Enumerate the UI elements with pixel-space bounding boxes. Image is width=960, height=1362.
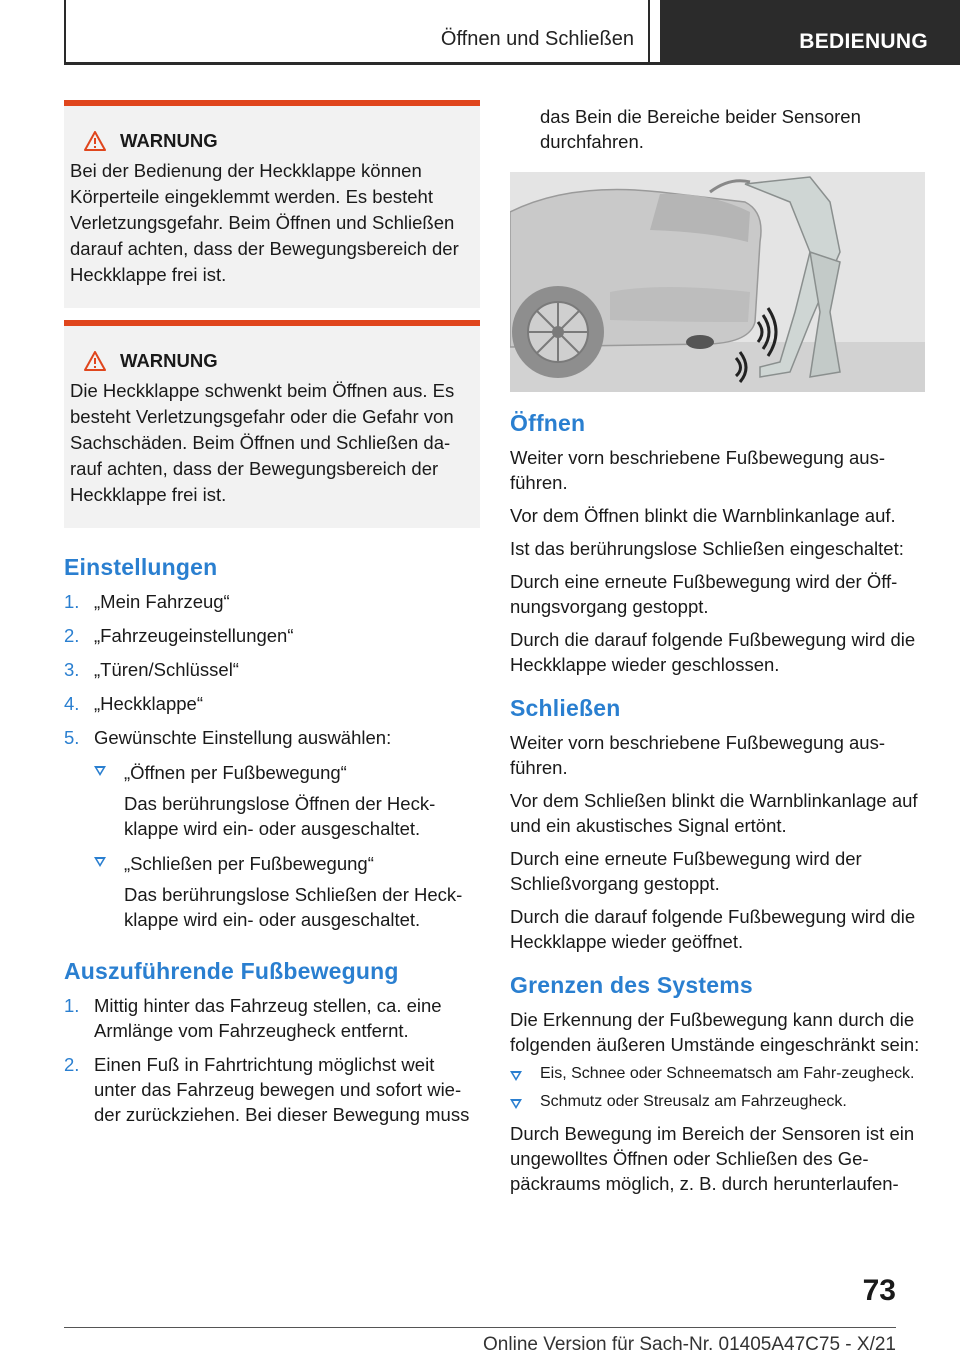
list-item bbox=[64, 657, 480, 682]
warning-box bbox=[64, 320, 480, 528]
step-text: „Fahrzeugeinstellungen“ bbox=[94, 625, 294, 646]
list-item bbox=[94, 760, 480, 841]
right-column bbox=[510, 100, 925, 1204]
paragraph: Durch Bewegung im Bereich der Sensoren ist ein ungewolltes Öffnen oder Schließen des Ge-päckraums möglich, z. B. durch herunterlaufen- bbox=[510, 1123, 915, 1194]
option-description: Das berührungslose Öffnen der Heck-klappe wird ein- oder ausgeschaltet. bbox=[124, 793, 436, 839]
paragraph: Durch die darauf folgende Fußbewegung wird die Heckklappe wieder geöffnet. bbox=[510, 906, 916, 952]
paragraph: Vor dem Schließen blinkt die Warnblinkanlage auf und ein akustisches Signal ertönt. bbox=[510, 790, 918, 836]
list-item bbox=[64, 993, 480, 1043]
list-item bbox=[94, 851, 480, 932]
limitations-list bbox=[510, 1065, 925, 1111]
paragraph: Die Erkennung der Fußbewegung kann durch die folgenden äußeren Umstände eingeschränkt sein: bbox=[510, 1009, 920, 1055]
step-number: 2. bbox=[64, 625, 80, 646]
settings-steps bbox=[64, 589, 480, 932]
warning-heading bbox=[70, 348, 472, 374]
list-item bbox=[64, 725, 480, 932]
step-number: 4. bbox=[64, 693, 80, 714]
left-column bbox=[64, 100, 480, 1136]
list-item bbox=[64, 589, 480, 614]
warning-text: Bei der Bedienung der Heckklappe können Körperteile eingeklemmt werden. Es besteht Verletzungsgefahr. Beim Öffnen und Schließen darauf achten, dass der Bewegungsbereich der Heckklappe frei ist. bbox=[70, 160, 459, 285]
item-text: Eis, Schnee oder Schneematsch am Fahr-zeugheck. bbox=[540, 1065, 915, 1082]
triangle-bullet-icon bbox=[510, 1071, 522, 1081]
option-label: „Öffnen per Fußbewegung“ bbox=[124, 762, 347, 783]
paragraph: Durch die darauf folgende Fußbewegung wird die Heckklappe wieder geschlossen. bbox=[510, 629, 916, 675]
settings-options bbox=[94, 760, 480, 932]
warning-title: WARNUNG bbox=[120, 350, 218, 371]
list-item bbox=[64, 691, 480, 716]
step-continuation: das Bein die Bereiche beider Sensoren durchfahren. bbox=[540, 106, 861, 152]
chapter-tab bbox=[660, 0, 960, 65]
option-description: Das berührungslose Schließen der Heck-klappe wird ein- oder ausgeschaltet. bbox=[124, 884, 463, 930]
step-text: Gewünschte Einstellung auswählen: bbox=[94, 727, 392, 748]
step-number: 5. bbox=[64, 727, 80, 748]
warning-triangle-icon bbox=[84, 351, 106, 371]
triangle-bullet-icon bbox=[94, 766, 106, 776]
paragraph: Weiter vorn beschriebene Fußbewegung aus-führen. bbox=[510, 447, 886, 493]
list-item bbox=[64, 623, 480, 648]
page-header bbox=[0, 0, 960, 62]
warning-text: Die Heckklappe schwenkt beim Öffnen aus. Es besteht Verletzungsgefahr oder die Gefahr von Sachschäden. Beim Öffnen und Schließen da-rauf achten, dass der Bewegungsbereich der Heckklappe frei ist. bbox=[70, 380, 455, 505]
list-item bbox=[64, 1052, 480, 1127]
list-item bbox=[510, 1093, 925, 1111]
heading-einstellungen: Einstellungen bbox=[64, 554, 218, 580]
paragraph: Ist das berührungslose Schließen eingeschaltet: bbox=[510, 538, 904, 559]
page-number: 73 bbox=[862, 1274, 896, 1307]
step-number: 1. bbox=[64, 591, 80, 612]
chapter-label: BEDIENUNG bbox=[799, 30, 928, 53]
heading-fussbewegung: Auszuführende Fußbewegung bbox=[64, 958, 399, 984]
warning-title: WARNUNG bbox=[120, 130, 218, 151]
step-text: „Mein Fahrzeug“ bbox=[94, 591, 230, 612]
paragraph: Durch eine erneute Fußbewegung wird der Schließvorgang gestoppt. bbox=[510, 848, 862, 894]
step-number: 3. bbox=[64, 659, 80, 680]
triangle-bullet-icon bbox=[510, 1099, 522, 1109]
warning-triangle-icon bbox=[84, 131, 106, 151]
heading-oeffnen: Öffnen bbox=[510, 410, 586, 436]
heading-schliessen: Schließen bbox=[510, 695, 621, 721]
paragraph: Weiter vorn beschriebene Fußbewegung aus-führen. bbox=[510, 732, 886, 778]
step-number: 1. bbox=[64, 995, 80, 1016]
option-label: „Schließen per Fußbewegung“ bbox=[124, 853, 374, 874]
header-rule bbox=[64, 62, 960, 65]
step-text: „Türen/Schlüssel“ bbox=[94, 659, 239, 680]
step-text: Einen Fuß in Fahrtrichtung möglichst weit unter das Fahrzeug bewegen und sofort wie-der zurückziehen. Bei dieser Bewegung muss bbox=[94, 1054, 470, 1125]
list-item bbox=[510, 1065, 925, 1083]
triangle-bullet-icon bbox=[94, 857, 106, 867]
item-text: Schmutz oder Streusalz am Fahrzeugheck. bbox=[540, 1093, 847, 1110]
paragraph: Vor dem Öffnen blinkt die Warnblinkanlage auf. bbox=[510, 505, 896, 526]
step-text: Mittig hinter das Fahrzeug stellen, ca. eine Armlänge vom Fahrzeugheck entfernt. bbox=[94, 995, 442, 1041]
footer-rule bbox=[64, 1327, 896, 1328]
warning-heading bbox=[70, 128, 472, 154]
heading-grenzen: Grenzen des Systems bbox=[510, 972, 753, 998]
step-text: „Heckklappe“ bbox=[94, 693, 203, 714]
step-number: 2. bbox=[64, 1054, 80, 1075]
paragraph: Durch eine erneute Fußbewegung wird der Öff-nungsvorgang gestoppt. bbox=[510, 571, 898, 617]
section-title: Öffnen und Schließen bbox=[440, 28, 634, 50]
movement-steps bbox=[64, 993, 480, 1127]
car-foot-sensor-illustration bbox=[510, 172, 925, 392]
warning-box bbox=[64, 100, 480, 308]
footer-text: Online Version für Sach-Nr. 01405A47C75 - X/21 bbox=[483, 1334, 896, 1355]
